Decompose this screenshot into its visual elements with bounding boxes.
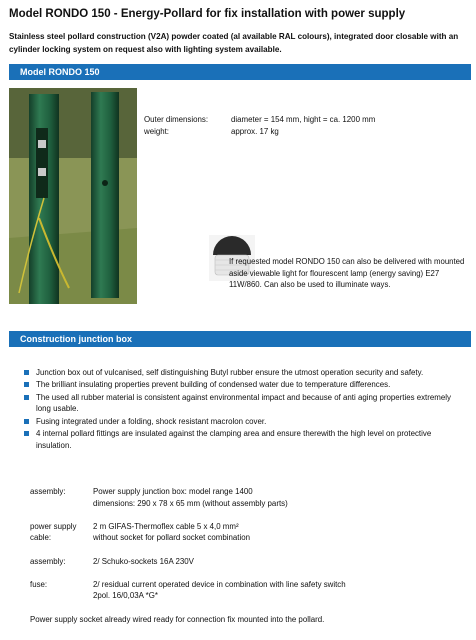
feature-list: [24, 367, 464, 452]
table-row: [30, 486, 346, 509]
spec-value: approx. 17 kg: [231, 127, 279, 136]
table-key: assembly:: [30, 556, 66, 566]
list-item-text: The used all rubber material is consistent against environmental impact and because of anti aging properties extremely long usable.: [36, 392, 451, 414]
bullet-icon: [24, 370, 29, 375]
list-item: [24, 416, 464, 428]
list-item-text: Fusing integrated under a folding, shock resistant macrolon cover.: [36, 416, 267, 426]
table-value: 2/ residual current operated device in combination with line safety switch 2pol. 16/0,03A *G*: [93, 579, 346, 601]
footer-note: Power supply socket already wired ready for connection fix mounted into the pollard.: [30, 615, 325, 624]
table-value: 2 m GIFAS-Thermoflex cable 5 x 4,0 mm² without socket for pollard socket combination: [93, 521, 251, 543]
bullet-icon: [24, 395, 29, 400]
pollard-photo: [9, 88, 137, 304]
list-item: [24, 367, 464, 379]
table-value: 2/ Schuko-sockets 16A 230V: [93, 556, 194, 566]
list-item-text: Junction box out of vulcanised, self distinguishing Butyl rubber ensure the utmost operation security and safety.: [36, 368, 424, 377]
spec-row: [144, 126, 375, 138]
section-heading-model: Model RONDO 150: [9, 64, 471, 80]
list-item: [24, 392, 464, 415]
list-item-text: The brilliant insulating properties prevent building of condensed water due to temperature differences.: [36, 380, 391, 390]
table-value: Power supply junction box: model range 1400 dimensions: 290 x 78 x 65 mm (without assembly parts): [93, 487, 288, 508]
table-key: assembly:: [30, 487, 66, 496]
bullet-icon: [24, 431, 29, 436]
spec-value: diameter = 154 mm, hight = ca. 1200 mm: [231, 115, 376, 124]
lamp-note: If requested model RONDO 150 can also be delivered with mounted aside viewable light for flourescent lamp (energy saving) E27 11W/860. Can also be used to illuminate ways.: [229, 257, 465, 290]
spec-list: [144, 114, 375, 138]
list-item: [24, 428, 464, 451]
bullet-icon: [24, 419, 29, 424]
table-row: [30, 556, 346, 568]
list-item: [24, 379, 464, 391]
page-title: Model RONDO 150 - Energy-Pollard for fix installation with power supply: [9, 8, 406, 20]
spec-label: weight:: [144, 127, 170, 136]
table-row: [30, 579, 346, 602]
spec-table: [30, 486, 346, 602]
bullet-icon: [24, 382, 29, 387]
intro-text: Stainless steel pollard construction (V2A) powder coated (al available RAL colours), integrated door closable with an cylinder locking system on request also with lighting system available.: [9, 32, 459, 54]
spec-label: Outer dimensions:: [144, 115, 209, 124]
spec-row: [144, 114, 375, 126]
list-item-text: 4 internal pollard fittings are insulated against the clamping area and ensure therewith the high level on protective insulation.: [36, 429, 432, 450]
table-key: fuse:: [30, 579, 48, 589]
table-key: power supply cable:: [30, 521, 77, 543]
table-row: [30, 521, 346, 544]
section-heading-junction: Construction junction box: [9, 331, 471, 347]
